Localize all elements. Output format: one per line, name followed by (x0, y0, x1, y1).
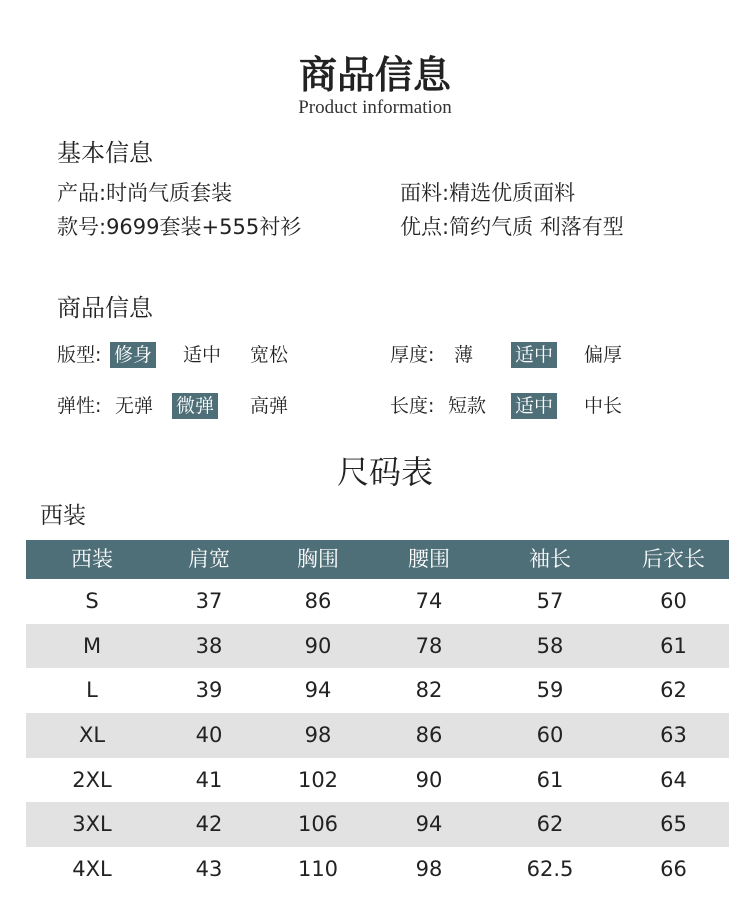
table-cell: S (85, 589, 99, 613)
table-cell: M (82, 633, 102, 658)
table-cell: 86 (304, 589, 332, 613)
table-cell: 64 (660, 767, 687, 792)
length-option: 短款 (448, 395, 487, 417)
table-cell: 102 (297, 767, 339, 792)
fit-option: 适中 (183, 344, 222, 366)
basic-info-heading: 基本信息 (57, 139, 153, 167)
table-cell: 110 (297, 857, 339, 882)
elasticity-option: 无弹 (115, 395, 154, 417)
product-info-heading: 商品信息 (57, 294, 153, 322)
table-cell: 94 (415, 812, 443, 837)
table-cell: 61 (660, 633, 687, 658)
length-option: 中长 (584, 395, 623, 417)
thickness-option: 薄 (454, 344, 474, 366)
table-row (26, 579, 729, 624)
thickness-option-selected: 适中 (511, 342, 557, 368)
table-cell: 62 (660, 678, 687, 703)
elasticity-option: 高弹 (250, 395, 289, 417)
header-cell: 袖长 (529, 547, 571, 571)
table-cell: 4XL (72, 857, 112, 882)
table-cell: 42 (195, 812, 223, 837)
table-cell: 2XL (72, 767, 112, 792)
size-table (26, 540, 729, 892)
page-title: 商品信息 (298, 52, 451, 97)
fit-option-selected: 修身 (110, 342, 156, 368)
table-cell: 65 (660, 812, 687, 837)
size-chart-title: 尺码表 (336, 453, 433, 491)
fit-label: 版型: (57, 344, 102, 366)
thickness-label: 厚度: (390, 344, 435, 366)
table-cell: 78 (415, 633, 443, 658)
table-cell: XL (78, 723, 106, 748)
table-cell: 66 (660, 857, 687, 882)
table-cell: 3XL (72, 812, 112, 837)
page-subtitle: Product information (298, 97, 452, 118)
header-cell: 后衣长 (642, 547, 705, 571)
table-cell: L (86, 678, 98, 703)
table-cell: 86 (415, 723, 443, 748)
header-cell: 腰围 (408, 547, 450, 571)
fabric-info: 面料:精选优质面料 (400, 181, 576, 205)
table-cell: 41 (195, 767, 223, 792)
table-cell: 39 (195, 678, 223, 703)
table-row (26, 847, 729, 892)
table-cell: 98 (415, 857, 443, 882)
elasticity-attribute (57, 393, 357, 419)
table-cell: 74 (415, 589, 443, 613)
thickness-attribute (390, 342, 690, 368)
length-attribute (390, 393, 690, 419)
elasticity-option-selected: 微弹 (172, 393, 218, 419)
length-label: 长度: (390, 395, 435, 417)
table-cell: 43 (195, 857, 223, 882)
table-row (26, 668, 729, 713)
length-option-selected: 适中 (511, 393, 557, 419)
table-cell: 106 (297, 812, 339, 837)
table-cell: 37 (195, 589, 223, 613)
thickness-option: 偏厚 (584, 344, 623, 366)
product-name: 产品:时尚气质套装 (57, 181, 233, 205)
table-cell: 62.5 (526, 857, 574, 882)
table-cell: 62 (536, 812, 564, 837)
header-cell: 西装 (71, 547, 113, 571)
product-merit: 优点:简约气质 利落有型 (400, 215, 624, 239)
table-cell: 60 (536, 723, 564, 748)
elasticity-label: 弹性: (57, 395, 102, 417)
table-row (26, 802, 729, 847)
size-table-label: 西装 (40, 503, 86, 529)
table-cell: 94 (304, 678, 332, 703)
table-cell: 82 (415, 678, 443, 703)
table-cell: 98 (304, 723, 332, 748)
table-cell: 58 (536, 633, 564, 658)
table-cell: 57 (536, 589, 564, 613)
table-cell: 38 (195, 633, 223, 658)
header-cell: 肩宽 (188, 547, 230, 571)
table-cell: 60 (660, 589, 687, 613)
table-cell: 90 (415, 767, 443, 792)
table-cell: 90 (304, 633, 332, 658)
table-row (26, 713, 729, 758)
table-cell: 61 (536, 767, 564, 792)
table-cell: 63 (660, 723, 687, 748)
model-number: 款号:9699套装+555衬衫 (57, 215, 302, 239)
header-cell: 胸围 (297, 547, 339, 571)
fit-attribute (57, 342, 357, 368)
table-cell: 40 (195, 723, 223, 748)
table-cell: 59 (536, 678, 564, 703)
table-row (26, 758, 729, 803)
size-table-header (26, 540, 729, 579)
table-row (26, 624, 729, 669)
fit-option: 宽松 (250, 344, 289, 366)
